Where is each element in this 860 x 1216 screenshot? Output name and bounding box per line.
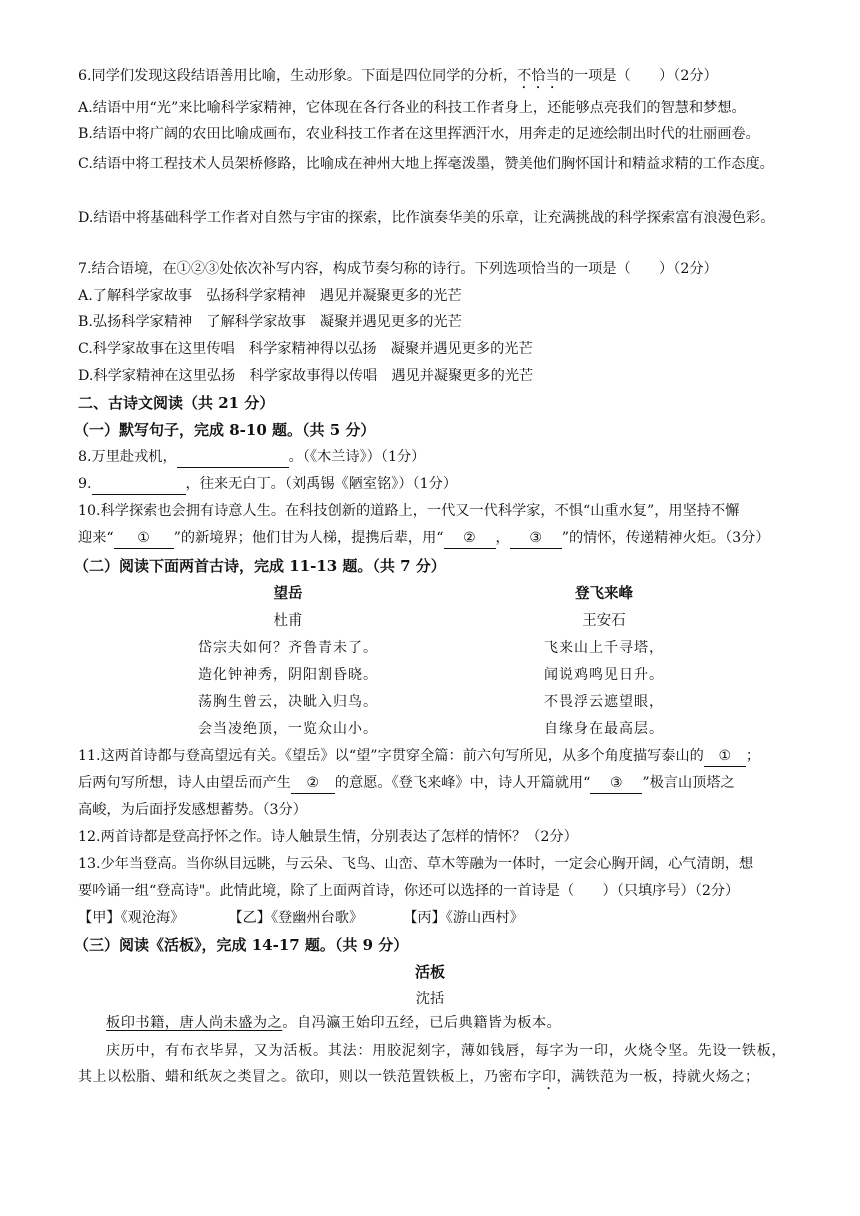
q11-line3: 高峻，为后面抒发感想蓄势。（3分） xyxy=(78,802,307,818)
article-author: 沈括 xyxy=(415,991,445,1007)
q13-option-jia: 【甲】《观沧海》 xyxy=(78,910,185,926)
emphasis-char: 印 xyxy=(542,1069,557,1085)
q7-option-d: D.科学家精神在这里弘扬 科学家故事得以传唱 遇见并凝聚更多的光芒 xyxy=(78,368,534,384)
q13-options xyxy=(78,908,790,928)
poem2-title: 登飞来峰 xyxy=(575,585,633,602)
q8-answer-blank[interactable] xyxy=(177,447,289,468)
q10-line1: 10.科学探索也会拥有诗意人生。在科技创新的道路上，一代又一代科学家，不惧“山重水复”，用坚持不懈 xyxy=(78,503,740,519)
q11-line1: 11.这两首诗都与登高望远有关。《望岳》以“望”字贯穿全篇：前六句写所见，从多个角度描写泰山的 ① ； xyxy=(78,746,790,767)
q13-option-yi: 【乙】《登幽州台歌》 xyxy=(228,910,364,926)
poem1-author: 杜甫 xyxy=(273,613,303,629)
q7-option-b: B.弘扬科学家精神 了解科学家故事 凝聚并遇见更多的光芒 xyxy=(78,314,462,330)
poem1-line: 造化钟神秀，阴阳割昏晓。 xyxy=(198,667,378,683)
emphasis-text: 不恰当 xyxy=(517,68,560,84)
poem1-title: 望岳 xyxy=(273,585,303,602)
q7-stem: 7.结合语境，在①②③处依次补写内容，构成节奏匀称的诗行。下列选项恰当的一项是（ ）（2分） xyxy=(78,261,718,277)
q11-blank-3[interactable]: ③ xyxy=(590,773,642,794)
q6-option-a: A.结语中用“光”来比喻科学家精神，它体现在各行各业的科技工作者身上，还能够点亮我们的智慧和梦想。 xyxy=(78,100,746,116)
poem2-line: 飞来山上千寻塔， xyxy=(544,640,664,656)
poem1-line: 岱宗夫如何？齐鲁青未了。 xyxy=(198,640,378,656)
poem1-line: 荡胸生曾云，决眦入归鸟。 xyxy=(198,694,378,710)
q8: 8.万里赴戎机， 。（《木兰诗》）（1分） xyxy=(78,447,790,468)
q7-option-a: A.了解科学家故事 弘扬科学家精神 遇见并凝聚更多的光芒 xyxy=(78,288,462,304)
q11-blank-1[interactable]: ① xyxy=(704,746,746,767)
section-title: 二、古诗文阅读（共 21 分） xyxy=(78,394,275,412)
q11-line2: 后两句写所想，诗人由望岳而产生 ② 的意愿。《登飞来峰》中，诗人开篇就用“ ③ ”极言山顶塔之 xyxy=(78,773,790,794)
q9: 9. ，往来无白丁。（刘禹锡《陋室铭》）（1分） xyxy=(78,474,790,495)
poem2-line: 自缘身在最高层。 xyxy=(544,721,664,737)
article-paragraph-1: 板印书籍，唐人尚未盛为之。自冯瀛王始印五经，已后典籍皆为板本。 xyxy=(106,1015,562,1031)
q6-option-b: B.结语中将广阔的农田比喻成画布，农业科技工作者在这里挥洒汗水，用奔走的足迹绘制出时代的壮丽画卷。 xyxy=(78,126,760,142)
q13-line1: 13.少年当登高。当你纵目远眺，与云朵、飞鸟、山峦、草木等融为一体时，一定会心胸开阔，心气清朗，想 xyxy=(78,856,754,872)
q7-option-c: C.科学家故事在这里传唱 科学家精神得以弘扬 凝聚并遇见更多的光芒 xyxy=(78,341,533,357)
poem2-line: 闻说鸡鸣见日升。 xyxy=(544,667,664,683)
poem2-author: 王安石 xyxy=(582,613,626,629)
q10-blank-1[interactable]: ① xyxy=(114,528,174,549)
q13-option-bing: 【丙】《游山西村》 xyxy=(403,910,524,926)
q6-option-d: D.结语中将基础科学工作者对自然与宇宙的探索，比作演奏华美的乐章，让充满挑战的科学探索富有浪漫色彩。 xyxy=(78,210,775,226)
part2-title: （二）阅读下面两首古诗，完成 11-13 题。（共 7 分） xyxy=(74,557,446,575)
poem1-line: 会当凌绝顶，一览众山小。 xyxy=(198,721,378,737)
q10-blank-2[interactable]: ② xyxy=(444,528,496,549)
part1-title: （一）默写句子，完成 8-10 题。（共 5 分） xyxy=(74,421,376,439)
part3-title: （三）阅读《活板》，完成 14-17 题。（共 9 分） xyxy=(74,936,409,954)
q12: 12.两首诗都是登高抒怀之作。诗人触景生情，分别表达了怎样的情怀？（2分） xyxy=(78,829,578,845)
q10-line2: 迎来“ ① ”的新境界；他们甘为人梯，提携后辈，用“ ② ， ③ ”的情怀，传递精神火炬。（3分） xyxy=(78,528,790,549)
article-paragraph-2: 庆历中，有布衣毕昇，又为活板。其法：用胶泥刻字，薄如钱唇，每字为一印，火烧令坚。先设一铁板，其上以松脂、蜡和纸灰之类冒之。欲印，则以一铁范置铁板上，乃密布字印，满铁范为一板，持就火炀之； xyxy=(78,1043,786,1085)
q13-line2: 要吟诵一组“登高诗"。此情此境，除了上面两首诗，你还可以选择的一首诗是（ ）（只填序号）（2分） xyxy=(78,883,740,899)
q6-stem: 6.同学们发现这段结语善用比喻，生动形象。下面是四位同学的分析，不恰当的一项是（ ）（2分） xyxy=(78,68,718,84)
poem2-line: 不畏浮云遮望眼， xyxy=(544,694,664,710)
q9-answer-blank[interactable] xyxy=(92,474,186,495)
q11-blank-2[interactable]: ② xyxy=(291,773,335,794)
q10-blank-3[interactable]: ③ xyxy=(510,528,562,549)
underlined-sentence: 板印书籍，唐人尚未盛为之 xyxy=(106,1015,283,1031)
article-title: 活板 xyxy=(414,963,445,981)
q6-option-c: C.结语中将工程技术人员架桥修路，比喻成在神州大地上挥毫泼墨，赞美他们胸怀国计和精益求精的工作态度。 xyxy=(78,156,774,172)
